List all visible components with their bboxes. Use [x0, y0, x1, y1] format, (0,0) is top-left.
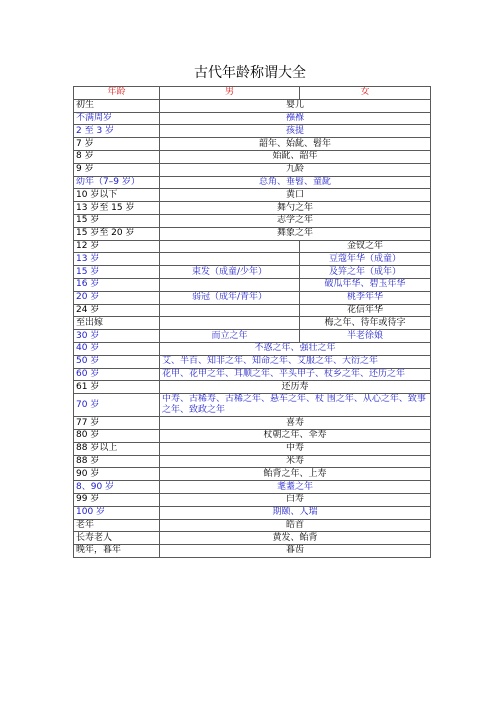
female-title-cell: 半老徐娘 [300, 330, 431, 343]
age-cell: 70 岁 [74, 394, 160, 417]
title-cell: 不惑之年、强壮之年 [160, 342, 431, 355]
table-row [74, 455, 431, 468]
title-cell: 九龄 [160, 163, 431, 176]
title-cell: 喜寿 [160, 417, 431, 430]
age-cell: 61 岁 [74, 381, 160, 394]
male-title-cell: 而立之年 [160, 330, 300, 343]
table-row [74, 493, 431, 506]
age-cell: 13 岁 [74, 253, 160, 266]
table-row [74, 532, 431, 545]
male-title-cell: 弱冠（成年/青年） [160, 291, 300, 304]
title-cell: 志学之年 [160, 214, 431, 227]
table-row [74, 481, 431, 494]
table-row [74, 266, 431, 279]
age-cell: 老年 [74, 519, 160, 532]
age-cell: 不满周岁 [74, 112, 160, 125]
table-row [74, 214, 431, 227]
male-title-cell [160, 240, 300, 253]
header-male: 男 [160, 87, 300, 100]
age-cell: 9 岁 [74, 163, 160, 176]
age-cell: 77 岁 [74, 417, 160, 430]
title-cell: 鲐背之年、上寿 [160, 468, 431, 481]
header-female: 女 [300, 87, 431, 100]
age-cell: 2 至 3 岁 [74, 125, 160, 138]
table-row [74, 519, 431, 532]
title-cell: 孩提 [160, 125, 431, 138]
title-cell: 舞勺之年 [160, 202, 431, 215]
age-cell: 10 岁以下 [74, 189, 160, 202]
page-title: 古代年龄称谓大全 [194, 65, 306, 81]
table-row [74, 99, 431, 112]
age-cell: 16 岁 [74, 278, 160, 291]
title-cell: 期颐、人瑞 [160, 506, 431, 519]
female-title-cell: 桃李年华 [300, 291, 431, 304]
title-cell: 黄发、鲐背 [160, 532, 431, 545]
female-title-cell: 金钗之年 [300, 240, 431, 253]
title-cell: 婴儿 [160, 99, 431, 112]
title-cell: 杖朝之年、伞寿 [160, 429, 431, 442]
age-cell: 30 岁 [74, 330, 160, 343]
age-cell: 8 岁 [74, 150, 160, 163]
table-row [74, 291, 431, 304]
age-cell: 15 岁 [74, 266, 160, 279]
table-row [74, 138, 431, 151]
title-cell: 中寿、古稀寿、古稀之年、悬车之年、杖 围之年、从心之年、致事之年、致政之年 [160, 394, 431, 417]
female-title-cell: 破瓜年华、碧玉年华 [300, 278, 431, 291]
title-cell: 始龀、韶年 [160, 150, 431, 163]
age-cell: 晚年，暮年 [74, 545, 160, 558]
title-cell: 米寿 [160, 455, 431, 468]
title-cell: 皓首 [160, 519, 431, 532]
table-row [74, 417, 431, 430]
age-cell: 7 岁 [74, 138, 160, 151]
age-cell: 13 岁至 15 岁 [74, 202, 160, 215]
table-row [74, 442, 431, 455]
age-cell: 50 岁 [74, 355, 160, 368]
age-cell: 60 岁 [74, 368, 160, 381]
age-cell: 20 岁 [74, 291, 160, 304]
table-row [74, 227, 431, 240]
title-cell: 还历寿 [160, 381, 431, 394]
age-cell: 8、90 岁 [74, 481, 160, 494]
title-cell: 韶年、始龀、髫年 [160, 138, 431, 151]
age-cell: 15 岁 [74, 214, 160, 227]
table-row [74, 355, 431, 368]
title-cell: 耄耋之年 [160, 481, 431, 494]
male-title-cell: 束发（成童/少年） [160, 266, 300, 279]
table-row [74, 253, 431, 266]
title-cell: 中寿 [160, 442, 431, 455]
table-row [74, 368, 431, 381]
table-row [74, 112, 431, 125]
table-row [74, 176, 431, 189]
female-title-cell: 梅之年、待年或待字 [300, 317, 431, 330]
female-title-cell: 豆蔻年华（成童） [300, 253, 431, 266]
table-row [74, 189, 431, 202]
age-cell: 初生 [74, 99, 160, 112]
table-row [74, 317, 431, 330]
age-cell: 至出嫁 [74, 317, 160, 330]
age-title-table [73, 86, 431, 558]
title-cell: 舞象之年 [160, 227, 431, 240]
age-cell: 长寿老人 [74, 532, 160, 545]
male-title-cell [160, 253, 300, 266]
title-cell: 暮齿 [160, 545, 431, 558]
header-age: 年龄 [74, 87, 160, 100]
age-cell: 12 岁 [74, 240, 160, 253]
table-row [74, 163, 431, 176]
table-row [74, 468, 431, 481]
age-cell: 99 岁 [74, 493, 160, 506]
male-title-cell [160, 278, 300, 291]
table-row [74, 304, 431, 317]
table-row [74, 278, 431, 291]
table-row [74, 330, 431, 343]
title-cell: 花甲、花甲之年、耳顺之年、平头甲子、杖乡之年、还历之年 [160, 368, 431, 381]
female-title-cell: 花信年华 [300, 304, 431, 317]
male-title-cell [160, 317, 300, 330]
table-row [74, 394, 431, 417]
female-title-cell: 及笄之年（成年） [300, 266, 431, 279]
table-row [74, 381, 431, 394]
age-cell: 80 岁 [74, 429, 160, 442]
table-row [74, 506, 431, 519]
title-cell: 总角、垂髫、童龀 [160, 176, 431, 189]
table-row [74, 429, 431, 442]
age-cell: 90 岁 [74, 468, 160, 481]
title-cell: 白寿 [160, 493, 431, 506]
age-cell: 88 岁 [74, 455, 160, 468]
table-row [74, 150, 431, 163]
male-title-cell [160, 304, 300, 317]
age-cell: 100 岁 [74, 506, 160, 519]
table-row [74, 125, 431, 138]
table-row [74, 545, 431, 558]
table-row [74, 240, 431, 253]
age-cell: 24 岁 [74, 304, 160, 317]
age-cell: 15 岁至 20 岁 [74, 227, 160, 240]
age-cell: 幼年（7–9 岁） [74, 176, 160, 189]
header-row [74, 87, 431, 100]
table-row [74, 202, 431, 215]
title-cell: 黄口 [160, 189, 431, 202]
title-cell: 襁褓 [160, 112, 431, 125]
age-cell: 88 岁以上 [74, 442, 160, 455]
table-row [74, 342, 431, 355]
age-cell: 40 岁 [74, 342, 160, 355]
title-cell: 艾、半百、知非之年、知命之年、艾服之年、大衍之年 [160, 355, 431, 368]
